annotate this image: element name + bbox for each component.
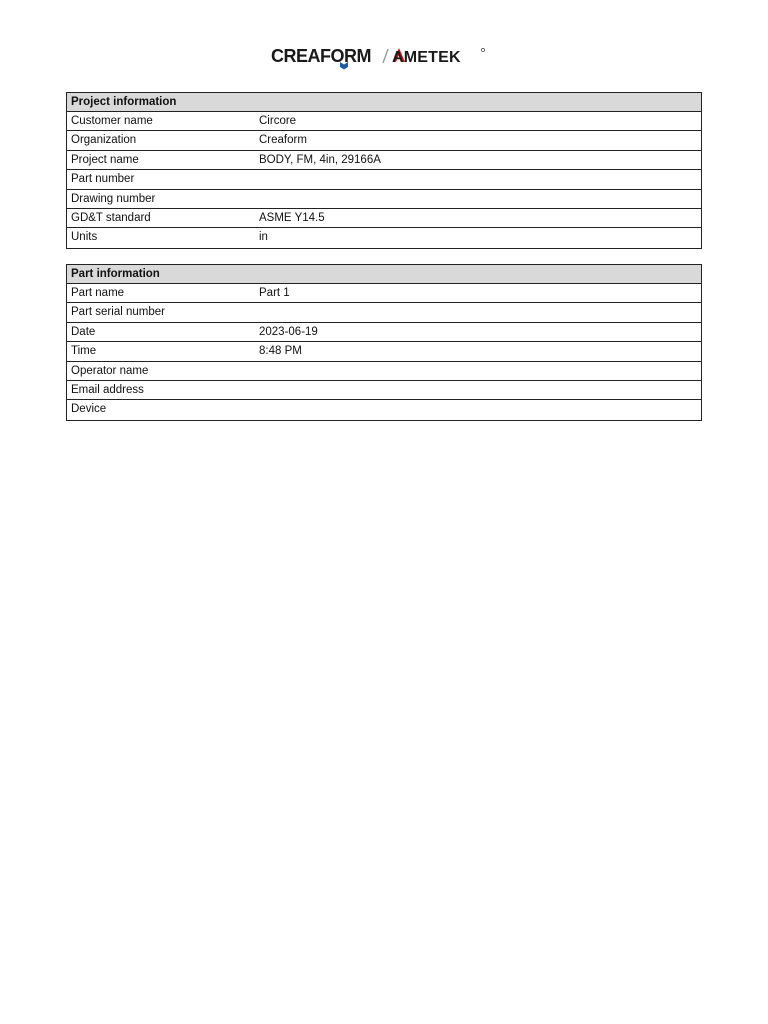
- row-value: [259, 400, 701, 419]
- row-label: Project name: [71, 153, 139, 166]
- table-row: [67, 112, 701, 131]
- row-value: Part 1: [259, 287, 290, 299]
- table-row: [67, 342, 701, 361]
- row-value: [259, 381, 701, 399]
- part-information-header: Part information: [67, 265, 701, 284]
- row-value: Circore: [259, 115, 297, 127]
- table-row: [67, 151, 701, 170]
- row-label: Units: [71, 231, 98, 244]
- table-row: [67, 209, 701, 228]
- logo-ametek-text: AMETEK: [392, 49, 461, 66]
- project-information-table: [66, 92, 702, 249]
- row-value: [259, 362, 701, 380]
- row-label: Device: [71, 403, 107, 416]
- table-row: [67, 400, 701, 419]
- part-information-table: [66, 264, 702, 421]
- creaform-ametek-logo: [0, 42, 768, 70]
- row-label: Time: [71, 345, 97, 358]
- table-row: [67, 362, 701, 381]
- table-row: [67, 323, 701, 342]
- table-row: [67, 170, 701, 189]
- table-row: [67, 303, 701, 322]
- row-label: Part number: [71, 173, 135, 186]
- row-value: 2023-06-19: [259, 325, 318, 338]
- row-label: Organization: [71, 134, 137, 147]
- table-row: [67, 190, 701, 209]
- row-value: BODY, FM, 4in, 29166A: [259, 153, 381, 166]
- row-value: [259, 303, 701, 321]
- row-label: GD&T standard: [71, 211, 151, 224]
- logo-divider: [383, 49, 388, 63]
- row-value: 8:48 PM: [259, 345, 302, 358]
- row-label: Operator name: [71, 364, 149, 377]
- row-label: Email address: [71, 383, 144, 396]
- row-label: Drawing number: [71, 192, 156, 205]
- row-value: in: [259, 231, 268, 244]
- logo-graphic: [269, 42, 499, 70]
- table-row: [67, 131, 701, 150]
- project-information-header: Project information: [67, 93, 701, 112]
- table-row: [67, 284, 701, 303]
- row-label: Part serial number: [71, 306, 165, 319]
- row-value: [259, 190, 701, 208]
- row-label: Customer name: [71, 115, 153, 127]
- table-row: [67, 228, 701, 247]
- row-label: Date: [71, 325, 96, 338]
- row-value: Creaform: [259, 134, 307, 147]
- logo-creaform-text: CREAFORM: [271, 46, 371, 66]
- row-value: ASME Y14.5: [259, 211, 325, 224]
- row-value: [259, 170, 701, 188]
- table-row: [67, 381, 701, 400]
- row-label: Part name: [71, 287, 125, 299]
- registered-mark-icon: [481, 48, 484, 51]
